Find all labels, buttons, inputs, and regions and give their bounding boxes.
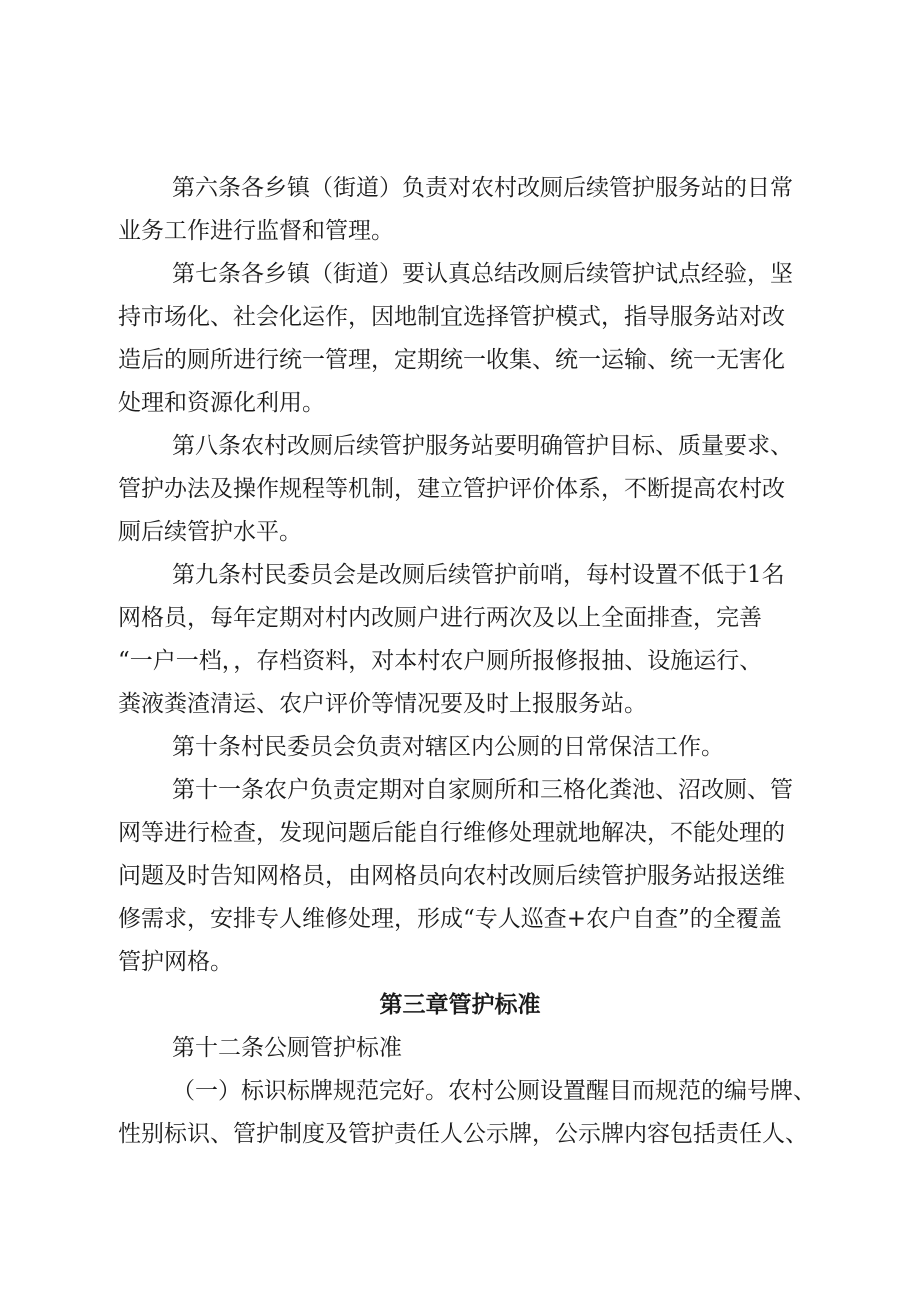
text-line: 管护办法及操作规程等机制，建立管护评价体系，不断提高农村改 (118, 476, 785, 502)
text-line: 厕后续管护水平。 (118, 519, 302, 545)
text-line: 第九条村民委员会是改厕后续管护前哨，每村设置不低于1名 (172, 562, 785, 588)
chapter-heading: 第三章管护标准 (379, 992, 541, 1018)
text-line: （一）标识标牌规范完好。农村公厕设置醒目而规范的编号牌、 (172, 1078, 816, 1104)
text-line: 第十一条农户负责定期对自家厕所和三格化粪池、沼改厕、管 (172, 777, 793, 803)
text-line: 第六条各乡镇（街道）负责对农村改厕后续管护服务站的日常 (172, 175, 793, 201)
article-heading: 第十二条公厕管护标准 (172, 1035, 402, 1061)
text-line: 粪液粪渣清运、农户评价等情况要及时上报服务站。 (118, 691, 647, 717)
text-line: 第七条各乡镇（街道）要认真总结改厕后续管护试点经验，坚 (172, 261, 793, 287)
text-line: 网等进行检查，发现问题后能自行维修处理就地解决，不能处理的 (118, 820, 785, 846)
text-line: 问题及时告知网格员，由网格员向农村改厕后续管护服务站报送维 (118, 863, 785, 889)
text-line: 持市场化、社会化运作，因地制宜选择管护模式，指导服务站对改 (118, 304, 785, 330)
text-line: 网格员，每年定期对村内改厕户进行两次及以上全面排查，完善 (118, 605, 762, 631)
text-line: 处理和资源化利用。 (118, 390, 325, 416)
text-line: 造后的厕所进行统一管理，定期统一收集、统一运输、统一无害化 (118, 347, 785, 373)
text-line: 第八条农村改厕后续管护服务站要明确管护目标、质量要求、 (172, 433, 793, 459)
text-line: “一户一档，，存档资料，对本村农户厕所报修报抽、设施运行、 (118, 648, 763, 674)
text-line: 第十条村民委员会负责对辖区内公厕的日常保洁工作。 (172, 734, 724, 760)
text-line: 业务工作进行监督和管理。 (118, 218, 394, 244)
text-line: 修需求，安排专人维修处理，形成“专人巡查+农户自查”的全覆盖 (118, 906, 782, 932)
text-line: 管护网格。 (118, 949, 233, 975)
text-line: 性别标识、管护制度及管护责任人公示牌，公示牌内容包括责任人、 (118, 1121, 808, 1147)
